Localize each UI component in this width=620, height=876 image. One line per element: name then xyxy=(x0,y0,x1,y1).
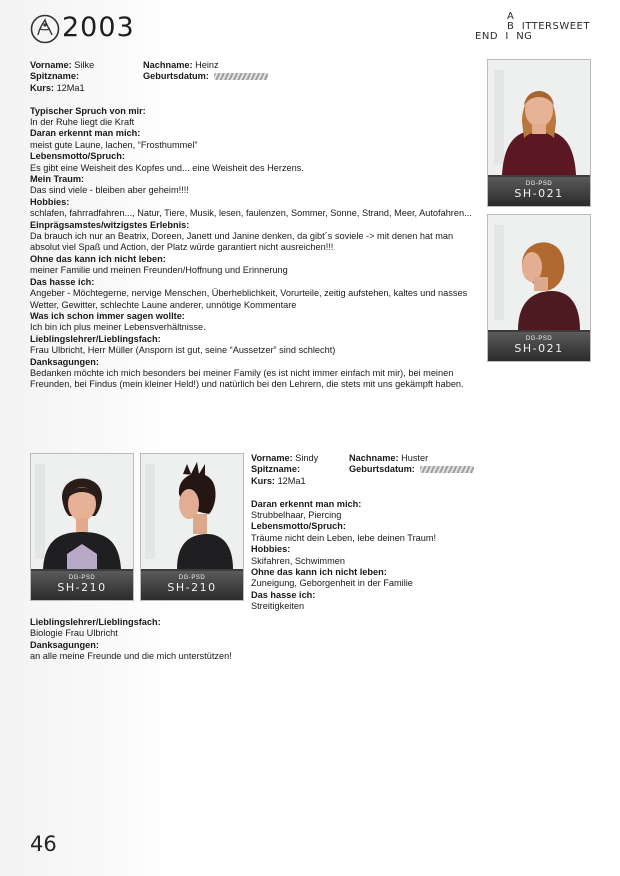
entry-label: Danksagungen: xyxy=(30,356,99,367)
photo-front-silke xyxy=(487,59,591,207)
photo-caption xyxy=(31,571,133,600)
entry-text: Es gibt eine Weisheit des Kopfes und... eine Weisheit des Herzens. xyxy=(30,162,304,173)
profile-silke-text xyxy=(30,60,475,391)
entry-label: Daran erkennt man mich: xyxy=(30,128,141,139)
entry-label: Ohne das kann ich nicht leben: xyxy=(30,253,166,264)
vorname-value: Sindy xyxy=(295,453,319,463)
spitzname-field xyxy=(30,71,143,82)
entry-text: Biologie Frau Ulbricht xyxy=(30,628,118,639)
vorname-field xyxy=(251,453,349,464)
photo-caption xyxy=(488,332,590,361)
kurs-field xyxy=(30,83,475,94)
entry-label: Lieblingslehrer/Lieblingsfach: xyxy=(30,617,161,627)
profile-entries xyxy=(30,617,470,663)
kurs-label: Kurs: xyxy=(30,82,54,93)
geburtsdatum-field xyxy=(143,71,268,82)
profile-entries xyxy=(30,106,475,391)
entry-label: Das hasse ich: xyxy=(251,589,316,600)
entry-text: Das sind viele - bleiben aber geheim!!!! xyxy=(30,185,189,196)
kurs-label: Kurs: xyxy=(251,475,275,486)
portrait-image xyxy=(141,454,243,569)
entry-text: an alle meine Freunde und die mich unterstützen! xyxy=(30,651,232,662)
book-title-line: B ITTERSWEET xyxy=(507,21,590,32)
entry-text: Da brauch ich nur an Beatrix, Doreen, Janett und Janine denken, da gibt´s soviele -> mit denen hat man absolut viel Spaß und Action, der Platz würde garantiert nicht ausreichen!!! xyxy=(30,231,454,253)
caption-id: SH-021 xyxy=(514,187,564,200)
kurs-value: 12Ma1 xyxy=(277,475,306,486)
entry-text: In der Ruhe liegt die Kraft xyxy=(30,117,135,128)
vorname-field xyxy=(30,60,143,71)
caption-code: DG-PSD xyxy=(68,575,96,581)
nachname-value: Huster xyxy=(401,453,429,463)
nachname-label: Nachname: xyxy=(349,453,399,463)
photo-profile-sindy xyxy=(140,453,244,601)
portrait-image xyxy=(31,454,133,569)
profile-sindy-text xyxy=(251,453,491,613)
entry-label: Ohne das kann ich nicht leben: xyxy=(251,567,387,578)
entry-label: Lebensmotto/Spruch: xyxy=(30,151,125,162)
portrait-image xyxy=(488,215,590,330)
geburtsdatum-label: Geburtsdatum: xyxy=(143,71,209,82)
book-title-line: END I NG xyxy=(475,31,533,42)
entry-text: Bedanken möchte ich mich besonders bei meiner Family (es ist nicht immer einfach mit mir), bei meinen Freunden, bei Findus (mein kleiner Held!) und natürlich bei den Lehrern, die stets mit uns gekämpft haben. xyxy=(30,367,464,390)
entry-label: Danksagungen: xyxy=(30,639,99,650)
geburtsdatum-label: Geburtsdatum: xyxy=(349,464,415,475)
entry-label: Hobbies: xyxy=(251,544,291,555)
entry-text: Ich bin ich plus meiner Lebensverhältnisse. xyxy=(30,322,206,333)
entry-text: Strubbelhaar, Piercing xyxy=(251,510,342,521)
caption-id: SH-021 xyxy=(514,342,564,355)
caption-id: SH-210 xyxy=(57,581,107,594)
spitzname-field xyxy=(251,464,349,475)
photo-caption xyxy=(141,571,243,600)
school-logo-icon xyxy=(30,14,60,44)
entry-label: Lieblingslehrer/Lieblingsfach: xyxy=(30,333,161,344)
kurs-value: 12Ma1 xyxy=(56,82,85,93)
spitzname-label: Spitzname: xyxy=(30,71,80,82)
photo-caption xyxy=(488,177,590,206)
caption-code: DG-PSD xyxy=(525,336,553,342)
profile-sindy-bottom xyxy=(30,617,470,663)
nachname-field xyxy=(349,453,428,464)
entry-text: Zuneigung, Geborgenheit in der Familie xyxy=(251,578,413,589)
photo-front-sindy xyxy=(30,453,134,601)
entry-text: Skifahren, Schwimmen xyxy=(251,555,345,566)
entry-label: Was ich schon immer sagen wollte: xyxy=(30,310,185,321)
entry-text: meist gute Laune, lachen, “Frosthummel” xyxy=(30,139,198,150)
profile-entries xyxy=(251,499,491,613)
entry-label: Mein Traum: xyxy=(30,174,85,185)
entry-label: Typischer Spruch von mir: xyxy=(30,105,146,116)
kurs-field xyxy=(251,476,491,487)
entry-text: Angeber - Möchtegerne, nervige Menschen, Überheblichkeit, Vorurteile, zeitig aufstehen, kaltes und nasses Wetter, Gewitter, schlechte Laune anderer, unnötige Kommentare xyxy=(30,288,468,310)
entry-label: Daran erkennt man mich: xyxy=(251,498,362,509)
spitzname-label: Spitzname: xyxy=(251,464,301,475)
nachname-field xyxy=(143,60,219,71)
year-title: 2003 xyxy=(62,12,135,43)
entry-text: meiner Familie und meinen Freunden/Hoffnung und Erinnerung xyxy=(30,265,288,276)
portrait-image xyxy=(488,60,590,175)
entry-text: Frau Ulbricht, Herr Müller (Ansporn ist gut, seine “Aussetzer” sind schlecht) xyxy=(30,345,336,356)
entry-label: Lebensmotto/Spruch: xyxy=(251,521,346,532)
caption-code: DG-PSD xyxy=(178,575,206,581)
caption-id: SH-210 xyxy=(167,581,217,594)
entry-label: Das hasse ich: xyxy=(30,276,95,287)
entry-label: Einprägsamstes/witzigstes Erlebnis: xyxy=(30,219,190,230)
vorname-label: Vorname: xyxy=(30,60,72,70)
book-title-line: A xyxy=(507,11,515,22)
nachname-value: Heinz xyxy=(195,60,219,70)
entry-text: Träume nicht dein Leben, lebe deinen Traum! xyxy=(251,532,437,543)
redacted-birthdate xyxy=(214,73,268,80)
caption-code: DG-PSD xyxy=(525,181,553,187)
photo-profile-silke xyxy=(487,214,591,362)
redacted-birthdate xyxy=(420,466,474,473)
vorname-label: Vorname: xyxy=(251,453,293,463)
book-title xyxy=(475,12,590,42)
entry-text: schlafen, fahrradfahren..., Natur, Tiere, Musik, lesen, faulenzen, Sommer, Sonne, Strand, Meer, Autofahren... xyxy=(30,208,472,219)
nachname-label: Nachname: xyxy=(143,60,193,70)
geburtsdatum-field xyxy=(349,464,474,475)
entry-text: Streitigkeiten xyxy=(251,601,305,612)
page-number: 46 xyxy=(30,832,57,856)
entry-label: Hobbies: xyxy=(30,196,70,207)
vorname-value: Silke xyxy=(74,60,95,70)
